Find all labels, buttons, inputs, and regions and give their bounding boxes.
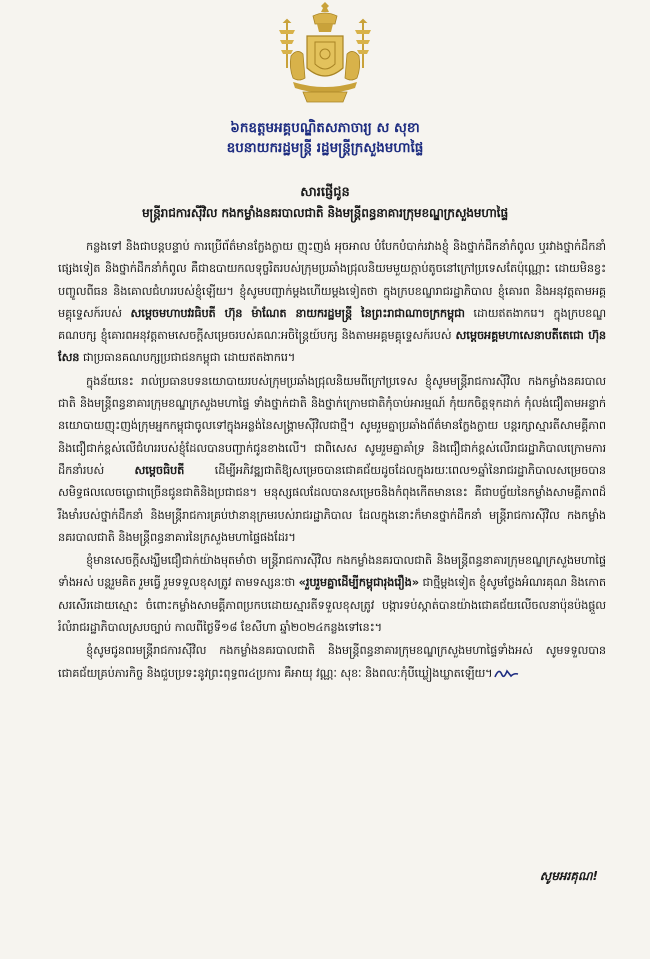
text-run: ខ្ញុំមានសេចក្តីសង្ឃឹមជឿជាក់យ៉ាងមុតមាំថា មន្ត្រីរាជការស៊ីវិល កងកម្លាំងនគរបាលជាតិ និងមន្ត្រីពន្ធនាគារក្រុមខណ្ឌក្រសួងមហាផ្ទៃទាំងអស់ បន្តរួមគិត រួមធ្វើ រួមទទួលខុសត្រូវ តាមទស្សនៈថា	[58, 553, 606, 590]
royal-emblem-icon	[263, 2, 387, 106]
bold-phrase: សម្តេចមហាបវរធិបតី ហ៊ុន ម៉ាណែត នាយករដ្ឋមន្ត្រី នៃព្រះរាជាណាចក្រកម្ពុជា	[130, 305, 465, 320]
text-run: ដោយឥតងាករេ។ ក្នុងក្របខណ្ឌគណបក្ស ខ្ញុំគោរពអនុវត្តតាមសេចក្តីសម្រេចរបស់គណៈអចិន្ត្រៃយ៍បក្ស និងតាមអគ្គមគ្គុទ្ទេសក៍របស់	[58, 305, 606, 343]
body-paragraph	[58, 549, 606, 638]
bold-phrase: «រួបរួមគ្នាដើម្បីកម្ពុជារុងរឿង»	[298, 575, 419, 590]
sender-position: ឧបនាយករដ្ឋមន្ត្រី រដ្ឋមន្ត្រីក្រសួងមហាផ្ទៃ	[226, 140, 424, 156]
message-recipients: មន្ត្រីរាជការស៊ីវិល កងកម្លាំងនគរបាលជាតិ និងមន្ត្រីពន្ធនាគារក្រុមខណ្ឌក្រសួងមហាផ្ទៃ	[141, 206, 508, 220]
text-run: ជាថ្មីម្តងទៀត ខ្ញុំសូមថ្លែងអំណរគុណ និងកោតសរសើរដោយស្មោះ ចំពោះកម្លាំងសាមគ្គីភាពប្រកបដោយស្មារតីទទួលខុសត្រូវ បង្ការទប់ស្កាត់បានយ៉ាងជោគជ័យលើចលនាប៉ុនប៉ងផ្តួលរំលំរាជរដ្ឋាភិបាលស្របច្បាប់ កាលពីថ្ងៃទី១៨ ខែសីហា ឆ្នាំ២០២៤កន្លងទៅនេះ។	[58, 575, 606, 635]
bold-phrase: សម្តេចធិបតី	[134, 462, 185, 477]
text-run: ក្នុងន័យនេះ រាល់ប្រធានបទនយោបាយរបស់ក្រុមប្រឆាំងជ្រុលនិយមពីក្រៅប្រទេស ខ្ញុំសូមមន្ត្រីរាជការស៊ីវិល កងកម្លាំងនគរបាលជាតិ និងមន្ត្រីពន្ធនាគារក្រុមខណ្ឌក្រសួងមហាផ្ទៃ ទាំងថ្នាក់ជាតិ និងថ្នាក់ក្រោមជាតិកុំចាប់អារម្មណ៍ កុំយកចិត្តទុកដាក់ កុំលង់ជឿតាមអន្ទាក់នយោបាយញុះញង់ក្រុមអ្នកកម្ពុជាចូលទៅក្នុងអន្លង់នៃសង្គ្រាមស៊ីវិលជាថ្មី។ សូមរួមគ្នាប្រឆាំងព័ត៌មានក្លែងក្លាយ បន្តរក្សាស្មារតីសាមគ្គីភាព និងជឿជាក់ខ្ពស់លើជំហររបស់ខ្ញុំដែលបានបញ្ជាក់ជូនខាងលើ។ ជាពិសេស សូមរួមគ្នាគាំទ្រ និងជឿជាក់ខ្ពស់លើរាជរដ្ឋាភិបាលក្រោមការដឹកនាំរបស់	[58, 373, 606, 477]
message-title	[0, 183, 650, 223]
text-run: ខ្ញុំសូមជូនពរមន្ត្រីរាជការស៊ីវិល កងកម្លាំងនគរបាលជាតិ និងមន្ត្រីពន្ធនាគារក្រុមខណ្ឌក្រសួងមហាផ្ទៃទាំងអស់ សូមទទួលបានជោគជ័យគ្រប់ភារកិច្ច និងជួបប្រទះនូវព្រះពុទ្ធពរ៤ប្រការ គឺអាយុ វណ្ណៈ សុខៈ និងពលៈកុំបីឃ្លៀងឃ្លាតឡើយ។	[58, 643, 606, 680]
text-run: ដើម្បីអភិវឌ្ឍជាតិឱ្យសម្រេចបានជោគជ័យដូចដែលក្នុងរយៈពេល១ឆ្នាំនៃរាជរដ្ឋាភិបាលសម្រេចបានសមិទ្ធផលលេចធ្លោជាច្រើនជូនជាតិនិងប្រជាជន។ មនុស្សផលដែលបានសម្រេចនិងកំពុងកើតមាននេះ គឺជាបច្ច័យនៃកម្លាំងសាមគ្គីភាពដ៏រឹងមាំរបស់ថ្នាក់ដឹកនាំ និងមន្ត្រីរាជការគ្រប់ឋានានុក្រមរបស់រាជរដ្ឋាភិបាល ដែលក្នុងនោះក៏មានថ្នាក់ដឹកនាំ មន្ត្រីរាជការស៊ីវិល កងកម្លាំងនគរបាលជាតិ និងមន្ត្រីពន្ធនាគារនៃក្រសួងមហាផ្ទៃផងដែរ។	[58, 462, 606, 544]
text-run: ជាប្រធានគណបក្សប្រជាជនកម្ពុជា ដោយឥតងាករេ។	[79, 350, 296, 365]
initial-mark-icon	[493, 667, 519, 679]
message-body	[58, 235, 606, 685]
sender-name: ៦កឧត្តមអគ្គបណ្ឌិតសភាចារ្យ ស សុខា	[230, 120, 420, 136]
body-paragraph	[58, 235, 606, 369]
body-paragraph	[58, 370, 606, 548]
bold-phrase: សម្តេចអគ្គមហាសេនាបតីតេជោ ហ៊ុន សែន	[58, 328, 606, 365]
text-run: កន្លងទៅ និងជាបន្តបន្ទាប់ ការប្រើព័ត៌មានក្លែងក្លាយ ញុះញង់ អុចអាល បំបែកបំបាក់រវាងខ្ញុំ និងថ្នាក់ដឹកនាំកំពូល ឬរវាងថ្នាក់ដឹកនាំផ្សេងទៀត និងថ្នាក់ដឹកនាំកំពូល គឺជាឧបាយកលទុច្ចរិតរបស់ក្រុមប្រឆាំងជ្រុលនិយមមួយក្តាប់តូចនៅក្រៅប្រទេសតែប៉ុណ្ណោះ ដោយមិនខ្វះបញ្ចូលពីធន និងគោលជំហររបស់ខ្ញុំឡើយ។ ខ្ញុំសូមបញ្ជាក់ម្តងហើយម្តងទៀតថា ក្នុងក្របខណ្ឌរាជរដ្ឋាភិបាល ខ្ញុំគោរព និងអនុវត្តតាមអគ្គមគ្គុទ្ទេសក៍របស់	[58, 239, 606, 320]
letterhead	[0, 118, 650, 158]
message-heading: សារផ្ញើជូន	[300, 185, 350, 200]
body-paragraph	[58, 639, 606, 684]
closing-thanks: សូមអរគុណ!	[539, 869, 598, 883]
